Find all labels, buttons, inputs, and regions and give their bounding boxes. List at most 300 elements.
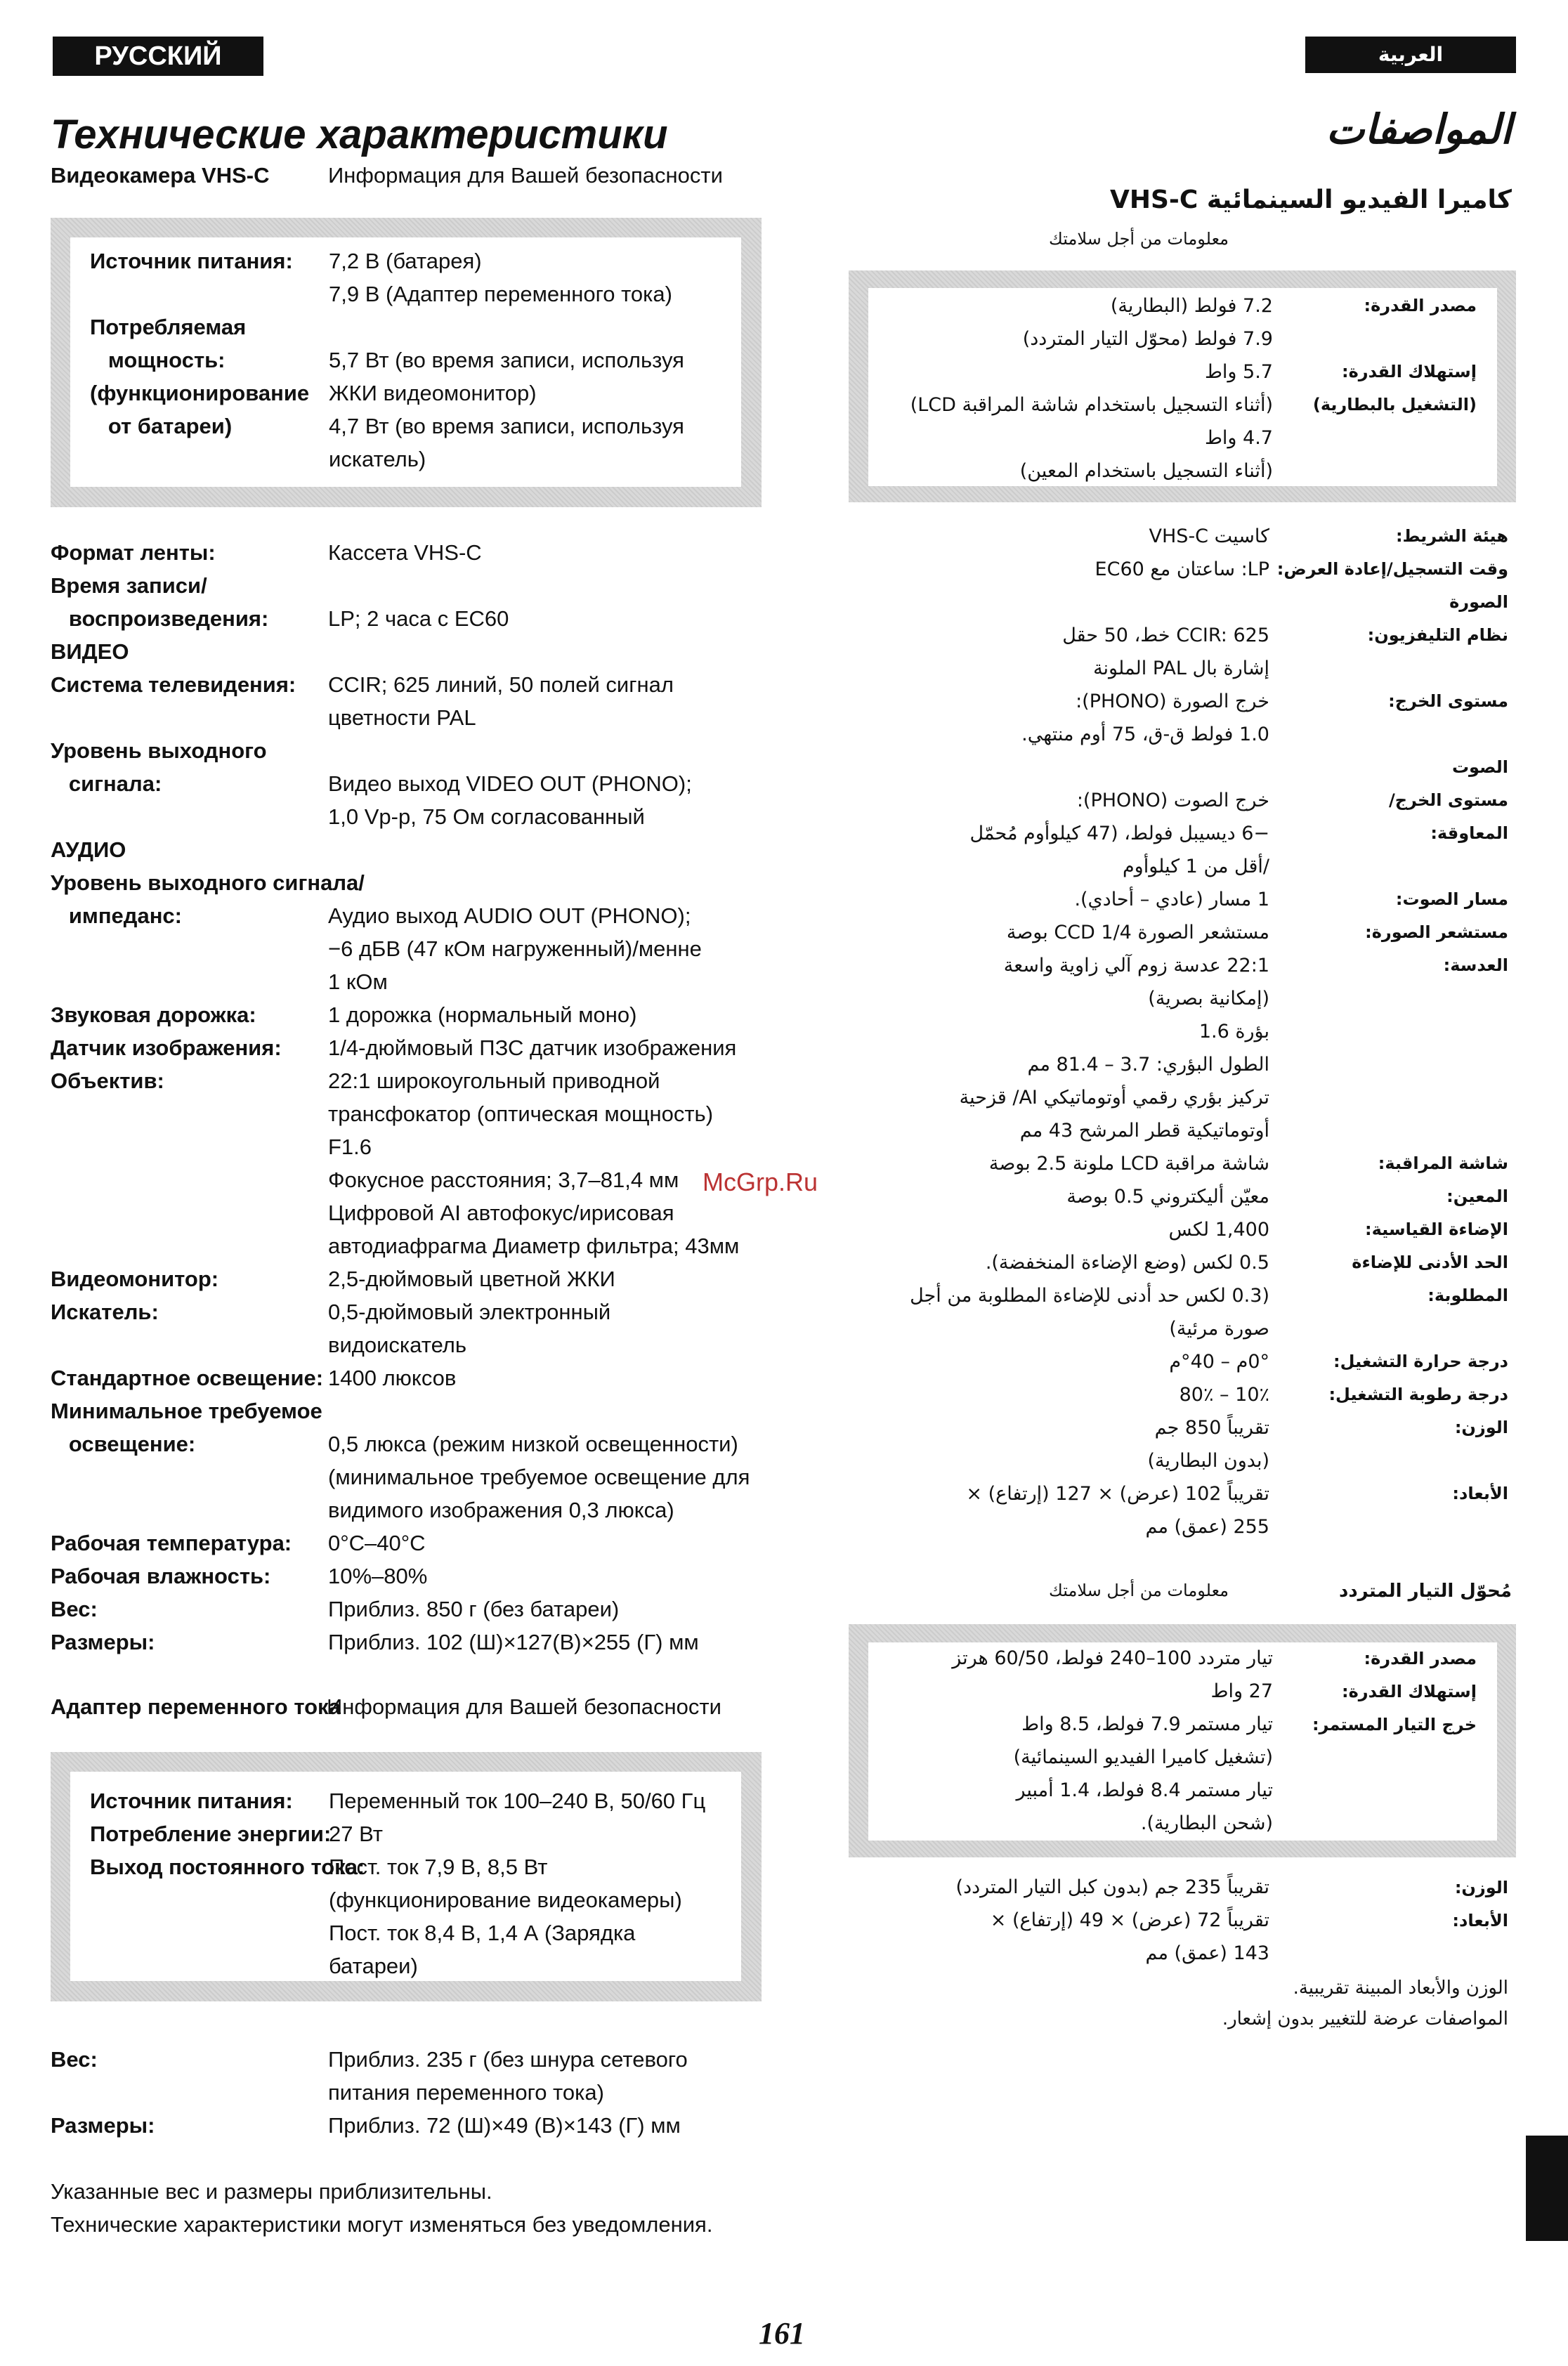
spec-value-line: искатель) [329, 447, 426, 471]
ru-spec-row [51, 668, 767, 734]
spec-value [799, 619, 1269, 685]
spec-label: импеданс: [51, 903, 182, 928]
ru-spec-row [90, 1850, 736, 1982]
spec-value [799, 784, 1269, 817]
spec-value [799, 883, 1269, 916]
spec-value-line [328, 569, 767, 602]
spec-value-line: 7,2 В (батарея) [329, 249, 482, 273]
spec-label: Минимальное требуемое [51, 1399, 322, 1423]
spec-value-line: (أثناء التسجيل باستخدام شاشة المراقبة LCD) [910, 394, 1273, 416]
ar-spec-row [799, 949, 1508, 1147]
ru-spec-row [90, 410, 736, 476]
spec-value-line: Приблиз. 235 г (без шнура сетевого [328, 2047, 688, 2072]
spec-value [328, 866, 767, 899]
ru-adapter-spec-list [51, 2043, 767, 2142]
ru-spec-row [51, 1031, 767, 1064]
spec-value-line: 1 مسار (عادي – أحادي). [1074, 889, 1269, 910]
spec-value-line: Аудио выход AUDIO OUT (PHONO); [328, 903, 691, 928]
spec-value-line: 27 Вт [329, 1822, 383, 1846]
spec-label: Вес: [51, 1597, 98, 1621]
spec-value-line: تقريباً 235 جم (بدون كبل التيار المتردد) [955, 1876, 1269, 1898]
spec-value-line: Пост. ток 7,9 В, 8,5 Вт [329, 1855, 548, 1879]
spec-value-line: 10%–80% [328, 1564, 428, 1588]
spec-value-line [799, 751, 1269, 784]
page-title-russian: Технические характеристики [51, 112, 668, 157]
spec-label: Источник питания: [90, 1789, 293, 1813]
spec-value-line: Приблиз. 102 (Ш)×127(В)×255 (Г) мм [328, 1630, 699, 1654]
spec-value-line: 1.0 فولط ق-ق، 75 أوم منتهي. [1021, 724, 1269, 745]
spec-value-line: трансфокатор (оптическая мощность) [328, 1102, 714, 1126]
spec-value [799, 1345, 1269, 1378]
spec-label: إستهلاك القدرة: [1342, 362, 1477, 381]
ru-spec-row [51, 2043, 767, 2109]
spec-label: العدسة: [1443, 955, 1508, 975]
spec-value [799, 1477, 1269, 1543]
spec-label: الوزن: [1454, 1878, 1508, 1897]
ar-spec-row [844, 289, 1477, 355]
spec-value-line: 1/4-дюймовый ПЗС датчик изображения [328, 1035, 737, 1060]
spec-value [328, 1031, 767, 1064]
spec-label: هيئة الشريط: [1395, 526, 1508, 546]
spec-value-line: Фокусное расстояния; 3,7–81,4 мм [328, 1168, 679, 1192]
ru-spec-row [51, 1262, 767, 1295]
spec-label: مصدر القدرة: [1364, 296, 1477, 315]
ru-spec-row [90, 244, 736, 311]
ar-spec-row [799, 1345, 1508, 1378]
spec-label: освещение: [51, 1432, 196, 1456]
spec-label: Стандартное освещение: [51, 1366, 324, 1390]
spec-value [329, 410, 736, 476]
page-title-arabic: المواصفات [1326, 105, 1512, 153]
spec-value [328, 1064, 767, 1262]
spec-value [799, 1213, 1269, 1246]
ru-spec-row [51, 1626, 767, 1659]
ar-spec-row [799, 619, 1508, 685]
spec-value [328, 1527, 767, 1560]
ru-adapter-box-list [90, 1784, 736, 1982]
spec-value-line: Приблиз. 72 (Ш)×49 (В)×143 (Г) мм [328, 2113, 681, 2138]
spec-value-line: 4,7 Вт (во время записи, используя [329, 414, 684, 438]
spec-value-line: LP: ساعتان مع EC60 [1095, 558, 1269, 580]
spec-value-line [328, 635, 767, 668]
spec-value-line: الطول البؤري: 3.7 – 81.4 مم [1027, 1054, 1269, 1076]
spec-value-line: 2,5-дюймовый цветной ЖКИ [328, 1267, 615, 1291]
spec-value [328, 998, 767, 1031]
spec-label: Рабочая температура: [51, 1531, 292, 1555]
spec-value-line: 1,400 لكس [1168, 1219, 1269, 1241]
spec-value-line: أوتوماتيكية قطر المرشح 43 مم [1019, 1120, 1269, 1142]
spec-label: Формат ленты: [51, 540, 216, 565]
language-badge-russian [53, 37, 263, 110]
ar-footnote-specs: المواصفات عرضة للتغيير بدون إشعار. [1222, 2008, 1508, 2030]
spec-value-line: (شحن البطارية). [1140, 1812, 1273, 1834]
spec-value [328, 569, 767, 602]
spec-value-line: صورة مرئية) [1169, 1318, 1269, 1340]
spec-value [799, 520, 1269, 553]
ar-camera-spec-list [799, 520, 1508, 1543]
spec-value [329, 1784, 736, 1817]
spec-value-line: بؤرة 1.6 [1198, 1021, 1269, 1043]
spec-label: مصدر القدرة: [1364, 1649, 1477, 1668]
ar-camera-heading: كاميرا الفيديو السينمائية VHS-C [1110, 185, 1512, 214]
ar-footnotes [1222, 1973, 1508, 2034]
language-badge-arabic [1305, 37, 1516, 73]
spec-value-line: Приблиз. 850 г (без батареи) [328, 1597, 620, 1621]
spec-label: сигнала: [51, 771, 162, 796]
ru-footnote-weight: Указанные вес и размеры приблизительны. [51, 2179, 492, 2204]
spec-value-line: CCIR: 625 خط، 50 حقل [1062, 625, 1269, 646]
ar-spec-row [799, 553, 1508, 586]
spec-label: Уровень выходного сигнала/ [51, 870, 365, 895]
language-badge-russian-text: РУССКИЙ ЯЗЫК [94, 41, 222, 110]
ar-camera-box-list [844, 289, 1477, 488]
spec-value-line: 0,5-дюймовый электронный [328, 1300, 611, 1324]
spec-label: الإضاءة القياسية: [1365, 1220, 1508, 1239]
spec-label: مستوى الخرج: [1388, 691, 1508, 711]
spec-value [328, 635, 767, 668]
spec-value [799, 817, 1269, 883]
ar-spec-row [844, 1642, 1477, 1675]
spec-label: ВИДЕО [51, 639, 129, 664]
ru-spec-row [51, 767, 767, 833]
spec-value [799, 1904, 1269, 1970]
spec-label: Видеомонитор: [51, 1267, 219, 1291]
spec-label: درجة حرارة التشغيل: [1333, 1352, 1508, 1371]
spec-value [328, 1361, 767, 1394]
spec-value-line: (تشغيل كاميرا الفيديو السينمائية) [1013, 1746, 1273, 1768]
ru-camera-heading-value: Информация для Вашей безопасности [328, 163, 723, 188]
spec-value [799, 751, 1269, 784]
ru-spec-row [90, 377, 736, 410]
spec-label: الأبعاد: [1452, 1484, 1508, 1503]
spec-label: وقت التسجيل/إعادة العرض: [1276, 559, 1508, 579]
ru-adapter-heading [51, 1690, 788, 1723]
spec-value [328, 833, 767, 866]
spec-value [328, 536, 767, 569]
spec-value [328, 734, 767, 767]
spec-value-line: خرج الصورة (PHONO): [1076, 691, 1269, 712]
spec-label: إستهلاك القدرة: [1342, 1682, 1477, 1701]
ar-spec-row [799, 1411, 1508, 1477]
spec-label: Потребление энергии: [90, 1822, 332, 1846]
spec-label: مستوى الخرج/ [1388, 790, 1508, 810]
spec-value [799, 586, 1269, 619]
spec-label: شاشة المراقبة: [1378, 1153, 1508, 1173]
ar-footnote-weight: الوزن والأبعاد المبينة تقريبية. [1293, 1978, 1508, 1999]
spec-value [328, 767, 767, 833]
spec-label: (التشغيل بالبطارية) [1312, 395, 1477, 414]
spec-value [844, 1642, 1273, 1675]
spec-value [844, 355, 1273, 388]
spec-value-line: −6 дБВ (47 кОм нагруженный)/менне [328, 936, 702, 961]
spec-value-line: −6 ديسيبل فولط، (47 كيلوأوم مُحمّل [969, 823, 1269, 844]
ar-spec-row [799, 751, 1508, 784]
spec-label: مسار الصوت: [1395, 889, 1508, 909]
ru-adapter-heading-label: Адаптер переменного тока [51, 1694, 341, 1719]
spec-value-line: 5,7 Вт (во время записи, используя [329, 348, 684, 372]
spec-value-line: /أقل من 1 كيلوأوم [1122, 856, 1269, 877]
spec-value-line: 255 (عمق) مم [1145, 1516, 1269, 1538]
spec-value [329, 377, 736, 410]
spec-value [329, 344, 736, 377]
spec-value [799, 1147, 1269, 1180]
spec-label: مستشعر الصورة: [1365, 922, 1508, 942]
spec-value-line: 1 дорожка (нормальный моно) [328, 1002, 637, 1027]
ar-spec-row [799, 883, 1508, 916]
spec-value-line [328, 833, 767, 866]
ar-spec-row [799, 586, 1508, 619]
spec-value-line: 1400 люксов [328, 1366, 457, 1390]
spec-value-line: مستشعر الصورة CCD 1/4 بوصة [1006, 922, 1269, 943]
spec-value-line: Пост. ток 8,4 В, 1,4 А (Зарядка [329, 1921, 636, 1945]
spec-value-line: (функционирование видеокамеры) [329, 1888, 682, 1912]
spec-label: АУДИО [51, 837, 126, 862]
spec-value-line [328, 866, 767, 899]
spec-label: الوزن: [1454, 1418, 1508, 1437]
spec-value [799, 1871, 1269, 1904]
page-number: 161 [759, 2316, 805, 2351]
spec-value [329, 244, 736, 311]
spec-value-line: خرج الصوت (PHONO): [1076, 790, 1269, 811]
spec-value-line: (минимальное требуемое освещение для [328, 1465, 750, 1489]
spec-value-line: إشارة بال PAL الملونة [1093, 658, 1269, 679]
spec-label: نظام التليفزيون: [1367, 625, 1508, 645]
ru-spec-row [51, 998, 767, 1031]
spec-label: Система телевидения: [51, 672, 296, 697]
thumb-index-tab [1526, 2136, 1568, 2241]
spec-label: (функционирование [90, 381, 310, 405]
spec-value-line: شاشة مراقبة LCD ملونة 2.5 بوصة [988, 1153, 1269, 1175]
ru-spec-row [51, 1064, 767, 1262]
spec-value-line: Переменный ток 100–240 В, 50/60 Гц [329, 1789, 706, 1813]
ru-spec-row [51, 1560, 767, 1593]
ar-spec-row [799, 1147, 1508, 1180]
ru-spec-row [51, 899, 767, 998]
spec-label: Звуковая дорожка: [51, 1002, 256, 1027]
spec-label: Размеры: [51, 2113, 155, 2138]
spec-value [328, 1394, 767, 1427]
spec-value [328, 1262, 767, 1295]
spec-value-line: батареи) [329, 1954, 418, 1978]
spec-label: Время записи/ [51, 573, 207, 598]
spec-value [329, 1850, 736, 1982]
spec-value [328, 1427, 767, 1527]
spec-value-line: (أثناء التسجيل باستخدام المعين) [1019, 460, 1273, 482]
spec-value [799, 916, 1269, 949]
spec-value-line: цветности PAL [328, 705, 476, 730]
spec-value-line: автодиафрагма Диаметр фильтра; 43мм [328, 1234, 740, 1258]
spec-value [329, 1817, 736, 1850]
spec-value-line: 0,5 люкса (режим низкой освещенности) [328, 1432, 738, 1456]
spec-value-line: 4.7 واط [1204, 427, 1273, 449]
spec-value-line: 10٪ – 80٪ [1179, 1384, 1269, 1406]
spec-label: мощность: [90, 348, 226, 372]
spec-value [799, 685, 1269, 751]
spec-value-line: Кассета VHS-C [328, 540, 482, 565]
spec-value-line: 1 кОм [328, 969, 388, 994]
ru-spec-row [51, 833, 767, 866]
ar-camera-safety-note: معلومات من أجل سلامتك [1049, 229, 1229, 249]
spec-value [799, 1246, 1269, 1345]
spec-value-line: تيار متردد 100–240 فولط، 60/50 هرتز [952, 1647, 1273, 1669]
spec-value [328, 899, 767, 998]
spec-label: Уровень выходного [51, 738, 267, 763]
ar-spec-row [844, 355, 1477, 388]
spec-value-line: 143 (عمق) مم [1145, 1942, 1269, 1964]
spec-value-line: تركيز بؤري رقمي أوتوماتيكي AI/ قزحية [959, 1087, 1269, 1109]
ru-spec-row [51, 1427, 767, 1527]
spec-value [844, 1708, 1273, 1841]
spec-value-line: 7.2 فولط (البطارية) [1110, 295, 1273, 317]
spec-value-line [328, 1394, 767, 1427]
spec-value-line: CCIR; 625 линий, 50 полей сигнал [328, 672, 674, 697]
ru-spec-row [51, 1361, 767, 1394]
spec-value [328, 602, 767, 635]
ru-camera-box-list [90, 244, 736, 476]
spec-value-line: 0.5 لكس (وضع الإضاءة المنخفضة). [985, 1252, 1269, 1274]
ar-spec-row [799, 520, 1508, 553]
spec-value-line: تقريباً 850 جم [1154, 1417, 1269, 1439]
spec-label: المعين: [1446, 1187, 1508, 1206]
ru-spec-row [90, 1817, 736, 1850]
ar-spec-row [799, 1180, 1508, 1213]
spec-label: خرج التيار المستمر: [1312, 1715, 1477, 1734]
spec-value-line [328, 734, 767, 767]
ru-spec-row [51, 734, 767, 767]
spec-value-line: питания переменного тока) [328, 2080, 604, 2105]
spec-value-line [329, 311, 736, 344]
spec-value-line: F1.6 [328, 1135, 372, 1159]
ar-spec-row [844, 1708, 1477, 1841]
spec-value-line [799, 586, 1269, 619]
spec-label: Объектив: [51, 1068, 164, 1093]
spec-label: درجة رطوبة التشغيل: [1328, 1385, 1508, 1404]
ar-spec-row [799, 1904, 1508, 1970]
ar-spec-row [799, 1871, 1508, 1904]
spec-value-line: كاسيت VHS-C [1149, 525, 1269, 547]
spec-value-line: LP; 2 часа с EC60 [328, 606, 509, 631]
spec-value-line: تقريباً 72 (عرض) × 49 (إرتفاع) × [990, 1909, 1269, 1931]
ru-spec-row [51, 602, 767, 635]
spec-value [328, 668, 767, 734]
spec-value [328, 2109, 767, 2142]
spec-value [844, 1675, 1273, 1708]
ru-spec-row [51, 1394, 767, 1427]
spec-value-line: تيار مستمر 7.9 فولط، 8.5 واط [1021, 1713, 1273, 1735]
ru-camera-heading-label: Видеокамера VHS-C [51, 163, 270, 188]
ru-camera-heading [51, 159, 753, 192]
spec-value [328, 2043, 767, 2109]
ru-camera-spec-list [51, 536, 767, 1659]
spec-value [799, 949, 1269, 1147]
spec-value-line: (بدون البطارية) [1147, 1450, 1269, 1472]
spec-value [799, 1411, 1269, 1477]
spec-value [844, 289, 1273, 355]
spec-value-line: تقريباً 102 (عرض) × 127 (إرتفاع) × [966, 1483, 1269, 1505]
ru-footnotes [51, 2175, 788, 2241]
ru-spec-row [90, 311, 736, 344]
spec-value-line: 0°C–40°C [328, 1531, 426, 1555]
spec-value [328, 1295, 767, 1361]
ar-adapter-note: معلومات من أجل سلامتك [1049, 1581, 1229, 1600]
spec-value-line: 0°م – 40°م [1169, 1351, 1269, 1373]
spec-value-line: 7,9 В (Адаптер переменного тока) [329, 282, 672, 306]
spec-label: Вес: [51, 2047, 98, 2072]
spec-label: Датчик изображения: [51, 1035, 282, 1060]
spec-label: воспроизведения: [51, 606, 269, 631]
spec-value [329, 311, 736, 344]
spec-value-line: 5.7 واط [1204, 361, 1273, 383]
spec-label: الحد الأدنى للإضاءة المطلوبة: [1352, 1253, 1508, 1305]
spec-label: от батареи) [90, 414, 233, 438]
spec-value-line: ЖКИ видеомонитор) [329, 381, 537, 405]
spec-value [799, 1378, 1269, 1411]
ru-spec-row [51, 635, 767, 668]
ru-spec-row [51, 1295, 767, 1361]
spec-value [799, 553, 1269, 586]
spec-label: Искатель: [51, 1300, 159, 1324]
ar-spec-row [844, 388, 1477, 488]
spec-value [799, 1180, 1269, 1213]
ar-spec-row [844, 1675, 1477, 1708]
ru-spec-row [51, 1527, 767, 1560]
spec-value [328, 1626, 767, 1659]
ru-spec-row [90, 344, 736, 377]
ar-spec-row [799, 1378, 1508, 1411]
spec-value [328, 1560, 767, 1593]
spec-label: المعاوقة: [1430, 823, 1508, 843]
spec-value-line: 27 واط [1210, 1680, 1273, 1702]
ru-footnote-specs: Технические характеристики могут изменяться без уведомления. [51, 2212, 713, 2237]
spec-value-line: видоискатель [328, 1333, 467, 1357]
ar-spec-row [799, 1246, 1508, 1345]
ar-spec-row [799, 817, 1508, 883]
spec-label: Источник питания: [90, 249, 293, 273]
ru-spec-row [51, 2109, 767, 2142]
ru-spec-row [51, 1593, 767, 1626]
spec-value-line: 22:1 широкоугольный приводной [328, 1068, 660, 1093]
spec-label: Рабочая влажность: [51, 1564, 271, 1588]
ar-spec-row [799, 1213, 1508, 1246]
spec-value-line: (إمكانية بصرية) [1148, 988, 1269, 1009]
spec-value-line: 1,0 Vp-p, 75 Ом согласованный [328, 804, 645, 829]
ar-spec-row [799, 916, 1508, 949]
spec-label: Выход постоянного тока: [90, 1855, 365, 1879]
spec-label: Размеры: [51, 1630, 155, 1654]
spec-value [844, 388, 1273, 488]
ar-adapter-box-list [844, 1642, 1477, 1841]
ar-spec-row [799, 685, 1508, 751]
watermark: McGrp.Ru [703, 1168, 818, 1196]
spec-value-line: 22:1 عدسة زوم آلي زاوية واسعة [1003, 955, 1269, 976]
spec-value-line: видимого изображения 0,3 люкса) [328, 1498, 674, 1522]
ru-spec-row [51, 569, 767, 602]
spec-value [328, 1593, 767, 1626]
language-badge-arabic-text: العربية [1378, 43, 1444, 66]
spec-label: الصوت [1451, 757, 1508, 777]
ar-spec-row [799, 784, 1508, 817]
spec-label: الصورة [1449, 592, 1508, 612]
spec-value-line: تيار مستمر 8.4 فولط، 1.4 أمبير [1016, 1779, 1273, 1801]
spec-value-line: (0.3 لكس حد أدنى للإضاءة المطلوبة من أجل [910, 1285, 1269, 1307]
spec-value-line: 7.9 فولط (محوّل التيار المتردد) [1022, 328, 1273, 350]
spec-value-line: معيّن أليكتروني 0.5 بوصة [1066, 1186, 1269, 1208]
spec-label: الأبعاد: [1452, 1911, 1508, 1930]
spec-label: Потребляемая [90, 315, 247, 339]
ru-spec-row [51, 536, 767, 569]
spec-value-line: Цифровой AI автофокус/ирисовая [328, 1201, 674, 1225]
ar-spec-row [799, 1477, 1508, 1543]
